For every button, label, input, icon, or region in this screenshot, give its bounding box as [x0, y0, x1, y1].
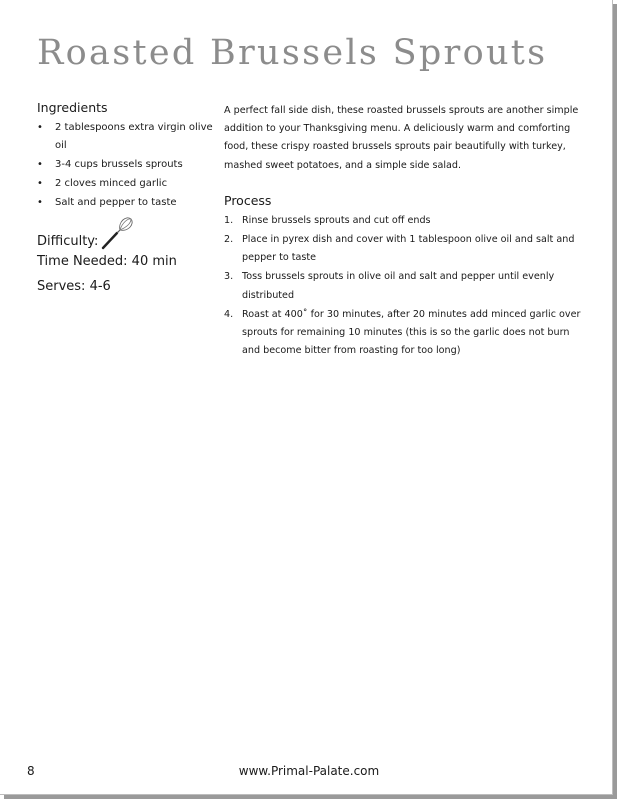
step-text: Place in pyrex dish and cover with 1 tablespoon olive oil and salt and pepper to taste — [242, 234, 575, 264]
ingredients-list — [37, 119, 217, 212]
ingredient-text: 3-4 cups brussels sprouts — [55, 159, 183, 170]
step-text: Roast at 400˚ for 30 minutes, after 20 minutes add minced garlic over sprouts for remaining 10 minutes (this is so the garlic does not burn and become bitter from roasting for too long) — [242, 308, 581, 357]
process-heading: Process — [224, 192, 272, 208]
ingredient-text: 2 cloves minced garlic — [55, 178, 168, 189]
process-step — [224, 212, 584, 230]
ingredients-heading: Ingredients — [37, 100, 108, 115]
page-number: 8 — [27, 764, 35, 778]
ingredient-item — [37, 156, 217, 174]
step-number: 4. — [224, 308, 234, 320]
bullet-icon: • — [37, 197, 43, 208]
step-text: Rinse brussels sprouts and cut off ends — [242, 214, 431, 226]
ingredient-text: Salt and pepper to taste — [55, 197, 177, 208]
intro-paragraph: A perfect fall side dish, these roasted brussels sprouts are another simple addition to your Thanksgiving menu. A deliciously warm and comforting food, these crispy roasted brussels sprouts pair beautifully with turkey, mashed sweet potatoes, and a simple side salad. — [224, 105, 579, 171]
step-number: 3. — [224, 271, 234, 283]
ingredient-item — [37, 175, 217, 193]
ingredient-item — [37, 194, 217, 212]
servings: Serves: 4-6 — [37, 279, 111, 294]
ingredient-item — [37, 119, 217, 155]
footer-url: www.Primal-Palate.com — [238, 764, 380, 778]
difficulty-row — [37, 228, 134, 254]
step-number: 2. — [224, 234, 234, 246]
process-steps — [224, 212, 584, 361]
bullet-icon: • — [37, 122, 43, 133]
step-number: 1. — [224, 214, 234, 226]
recipe-title: Roasted Brussels Sprouts — [37, 33, 548, 73]
ingredient-text: 2 tablespoons extra virgin olive oil — [55, 122, 213, 151]
recipe-body — [224, 102, 584, 361]
time-needed: Time Needed: 40 min — [37, 254, 177, 269]
difficulty-label: Difficulty: — [37, 233, 99, 249]
whisk-icon — [100, 216, 134, 254]
ingredients-section — [37, 100, 217, 213]
bullet-icon: • — [37, 178, 43, 189]
process-step — [224, 306, 584, 361]
process-step — [224, 231, 584, 267]
step-text: Toss brussels sprouts in olive oil and salt and pepper until evenly distributed — [242, 271, 555, 301]
process-step — [224, 268, 584, 304]
bullet-icon: • — [37, 159, 43, 170]
